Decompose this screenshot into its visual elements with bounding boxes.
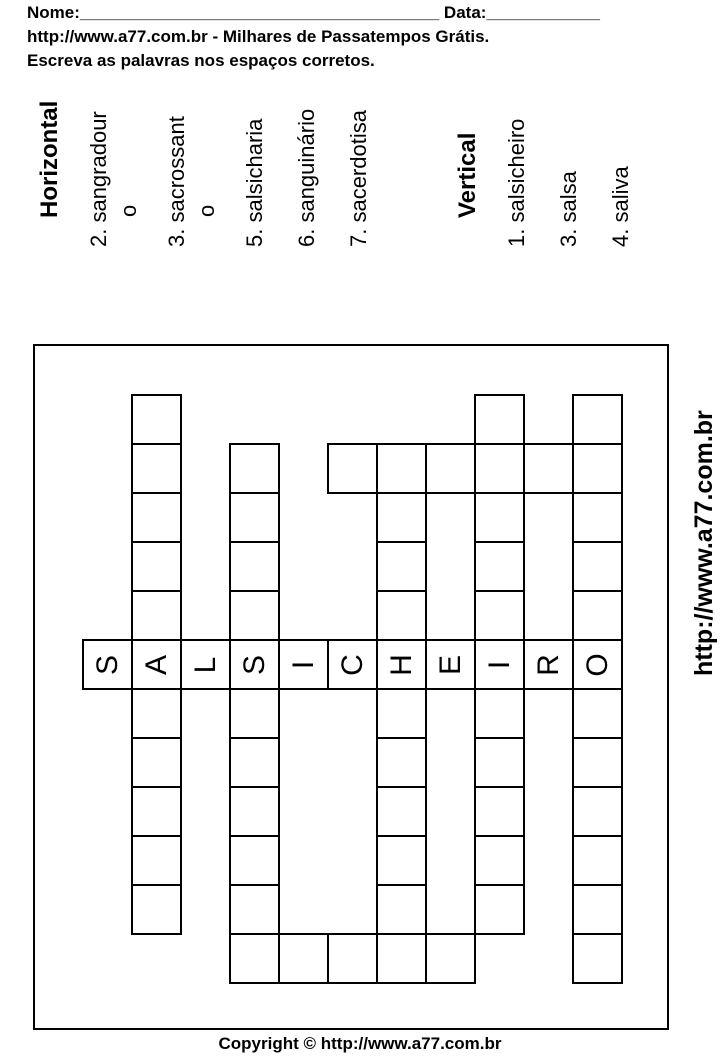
grid-cell[interactable] <box>131 688 182 739</box>
grid-cell[interactable] <box>474 394 525 445</box>
grid-cell[interactable] <box>523 639 574 690</box>
grid-cell[interactable] <box>229 590 280 641</box>
horizontal-clue-0-line-0: 2. sangradour <box>86 111 111 247</box>
horizontal-clue-1-line-1: o <box>194 204 219 217</box>
grid-cell[interactable] <box>572 541 623 592</box>
grid-cell[interactable] <box>572 688 623 739</box>
grid-cell[interactable] <box>474 688 525 739</box>
grid-cell[interactable] <box>131 443 182 494</box>
grid-cell[interactable] <box>327 443 378 494</box>
date-line: ____________ <box>486 3 600 22</box>
name-line: ______________________________________ <box>79 3 440 22</box>
grid-cell[interactable] <box>523 443 574 494</box>
grid-cell[interactable] <box>572 590 623 641</box>
grid-cell[interactable] <box>229 492 280 543</box>
grid-cell[interactable] <box>425 639 476 690</box>
grid-cell[interactable] <box>572 394 623 445</box>
grid-cell[interactable] <box>376 933 427 984</box>
horizontal-title: Horizontal <box>36 100 63 218</box>
grid-letter: E <box>433 654 467 675</box>
grid-cell[interactable] <box>474 884 525 935</box>
grid-cell[interactable] <box>278 639 329 690</box>
vertical-title: Vertical <box>454 132 481 218</box>
vertical-clue-1-line-0: 3. salsa <box>556 171 581 247</box>
footer-copyright: Copyright © http://www.a77.com.br <box>218 1034 502 1053</box>
site-line: http://www.a77.com.br - Milhares de Passatempos Grátis. <box>27 27 490 46</box>
grid-cell[interactable] <box>474 443 525 494</box>
grid-cell[interactable] <box>327 933 378 984</box>
grid-letter: S <box>90 654 124 675</box>
date-label: Data: <box>443 3 487 22</box>
grid-letter: A <box>139 654 173 675</box>
grid-cell[interactable] <box>474 541 525 592</box>
grid-letter: S <box>237 654 271 675</box>
grid-cell[interactable] <box>425 933 476 984</box>
watermark-url: http://www.a77.com.br <box>690 410 718 676</box>
grid-cell[interactable] <box>572 639 623 690</box>
grid-cell[interactable] <box>376 443 427 494</box>
grid-cell[interactable] <box>131 884 182 935</box>
name-label: Nome: <box>27 3 80 22</box>
grid-cell[interactable] <box>572 786 623 837</box>
grid-cell[interactable] <box>376 492 427 543</box>
grid-cell[interactable] <box>474 492 525 543</box>
grid-cell[interactable] <box>82 639 133 690</box>
horizontal-clue-2-line-0: 5. salsicharia <box>242 118 267 247</box>
grid-cell[interactable] <box>229 688 280 739</box>
grid-cell[interactable] <box>131 541 182 592</box>
horizontal-clue-1-line-0: 3. sacrossant <box>164 116 189 247</box>
grid-cell[interactable] <box>376 884 427 935</box>
grid-cell[interactable] <box>229 737 280 788</box>
grid-cell[interactable] <box>572 492 623 543</box>
grid-cell[interactable] <box>572 933 623 984</box>
grid-cell[interactable] <box>474 786 525 837</box>
grid-cell[interactable] <box>131 639 182 690</box>
grid-cell[interactable] <box>572 737 623 788</box>
horizontal-clue-0-line-1: o <box>116 204 141 217</box>
grid-cell[interactable] <box>376 737 427 788</box>
instruction-text: Escreva as palavras nos espaços corretos. <box>27 51 375 70</box>
grid-cell[interactable] <box>572 884 623 935</box>
grid-cell[interactable] <box>229 786 280 837</box>
vertical-clue-2-line-0: 4. saliva <box>608 166 633 247</box>
horizontal-clue-3-line-0: 6. sanguinário <box>294 108 319 247</box>
grid-cell[interactable] <box>376 541 427 592</box>
grid-cell[interactable] <box>229 884 280 935</box>
grid-cell[interactable] <box>327 639 378 690</box>
grid-cell[interactable] <box>131 786 182 837</box>
grid-cell[interactable] <box>180 639 231 690</box>
grid-cell[interactable] <box>229 933 280 984</box>
grid-cell[interactable] <box>229 835 280 886</box>
grid-letter: R <box>531 653 565 676</box>
grid-cell[interactable] <box>131 590 182 641</box>
grid-cell[interactable] <box>376 835 427 886</box>
grid-cell[interactable] <box>425 443 476 494</box>
grid-cell[interactable] <box>229 541 280 592</box>
grid-cell[interactable] <box>376 639 427 690</box>
grid-letter: L <box>188 656 222 673</box>
grid-letter: C <box>335 653 369 676</box>
grid-letter: I <box>286 660 320 669</box>
grid-cell[interactable] <box>278 933 329 984</box>
vertical-clue-0-line-0: 1. salsicheiro <box>504 118 529 247</box>
grid-cell[interactable] <box>376 590 427 641</box>
grid-cell[interactable] <box>131 835 182 886</box>
grid-cell[interactable] <box>376 786 427 837</box>
grid-cell[interactable] <box>474 835 525 886</box>
grid-cell[interactable] <box>131 492 182 543</box>
grid-cell[interactable] <box>376 688 427 739</box>
grid-cell[interactable] <box>131 394 182 445</box>
grid-letter: H <box>384 653 418 676</box>
grid-letter: O <box>580 652 614 677</box>
grid-cell[interactable] <box>474 590 525 641</box>
grid-cell[interactable] <box>474 737 525 788</box>
horizontal-clue-4-line-0: 7. sacerdotisa <box>346 110 371 247</box>
grid-cell[interactable] <box>229 443 280 494</box>
grid-cell[interactable] <box>474 639 525 690</box>
grid-cell[interactable] <box>229 639 280 690</box>
grid-letter: I <box>482 660 516 669</box>
grid-cell[interactable] <box>131 737 182 788</box>
grid-cell[interactable] <box>572 443 623 494</box>
grid-cell[interactable] <box>572 835 623 886</box>
